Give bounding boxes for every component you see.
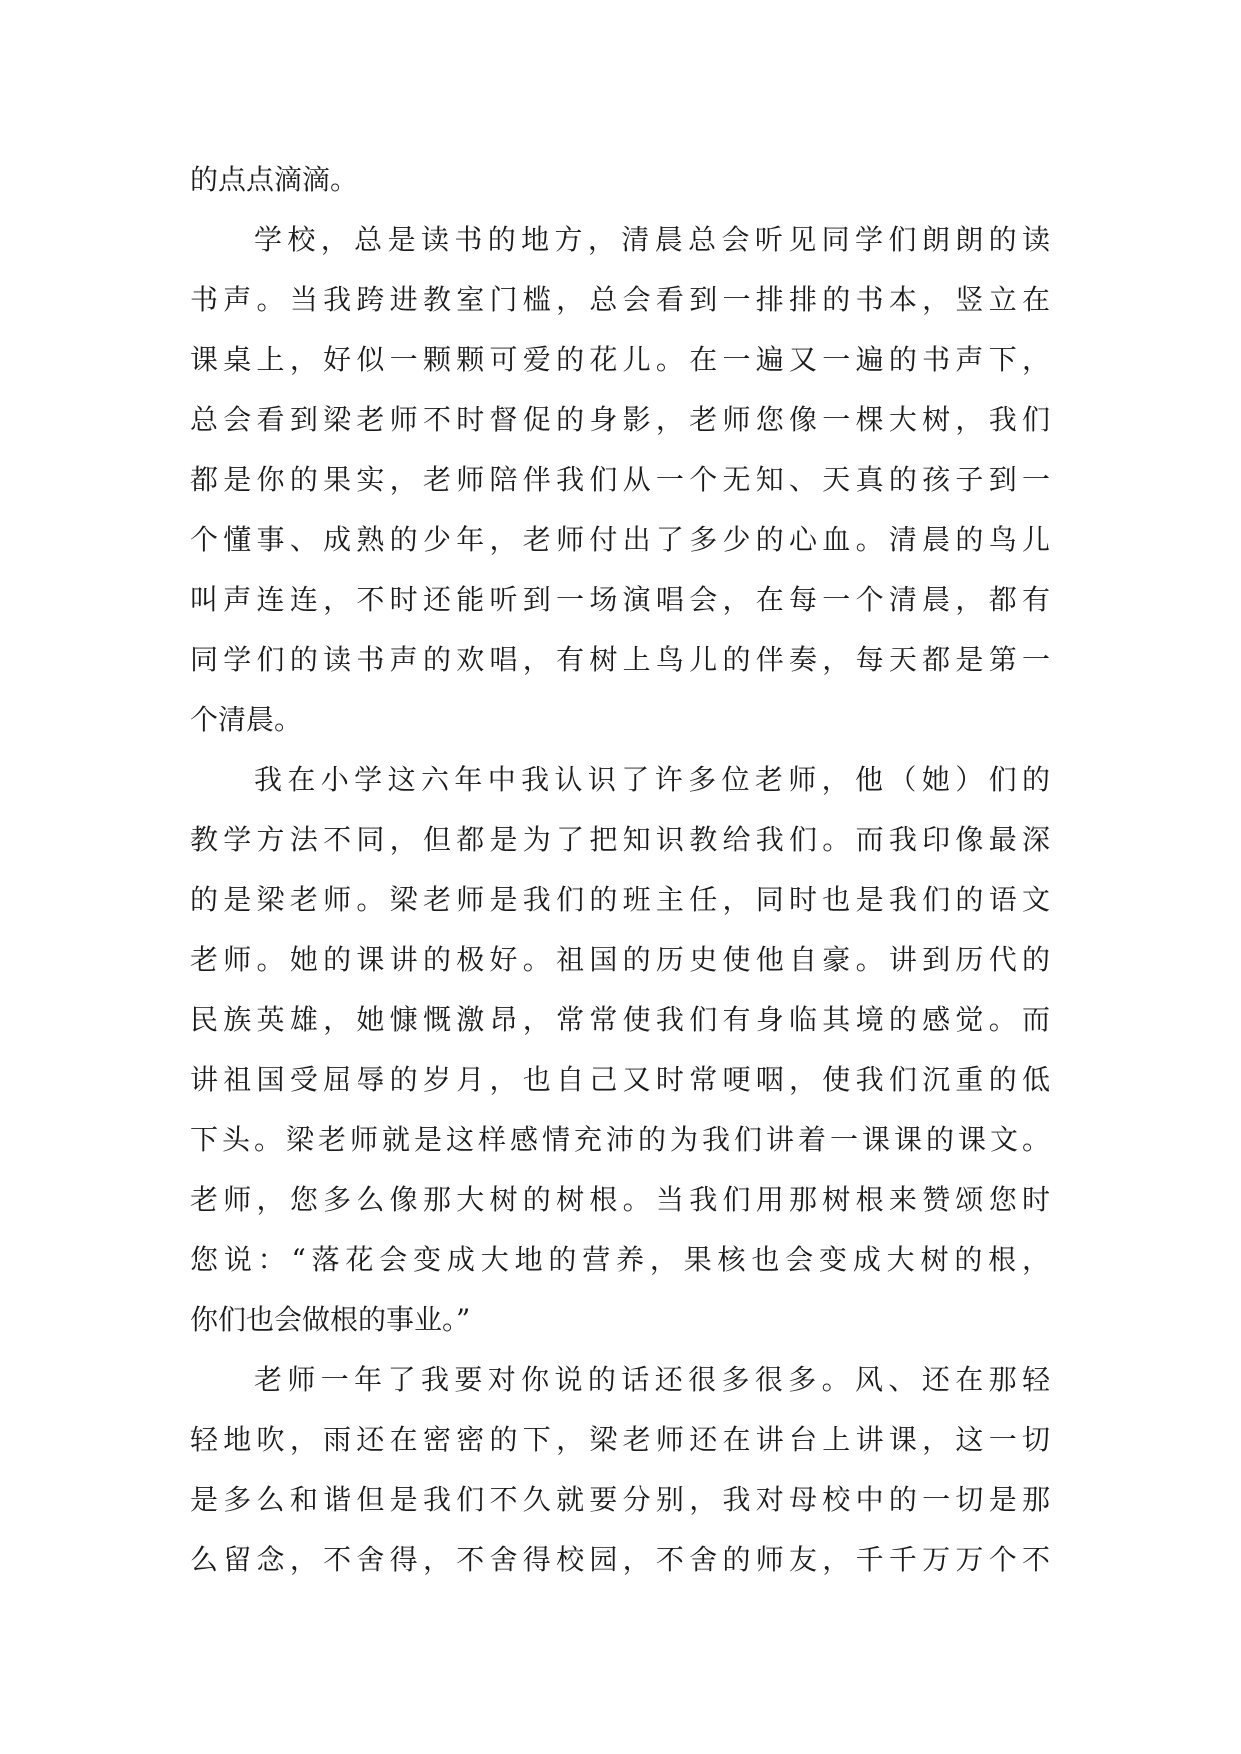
text-line: 下头。梁老师就是这样感情充沛的为我们讲着一课课的课文。 <box>190 1123 1050 1156</box>
text-line: 课桌上，好似一颗颗可爱的花儿。在一遍又一遍的书声下， <box>190 343 1050 376</box>
text-line: 你们也会做根的事业。” <box>190 1303 471 1336</box>
text-line: 轻地吹，雨还在密密的下，梁老师还在讲台上讲课，这一切 <box>190 1423 1050 1456</box>
paragraph-1 <box>190 150 1050 210</box>
text-line: 我在小学这六年中我认识了许多位老师，他（她）们的 <box>254 763 1050 796</box>
text-line: 总会看到梁老师不时督促的身影，老师您像一棵大树，我们 <box>190 403 1050 436</box>
paragraph-3 <box>190 750 1050 1350</box>
text-line: 么留念，不舍得，不舍得校园，不舍的师友，千千万万个不 <box>190 1543 1050 1576</box>
text-line: 学校，总是读书的地方，清晨总会听见同学们朗朗的读 <box>254 223 1050 256</box>
text-line: 您说：“落花会变成大地的营养，果核也会变成大树的根， <box>190 1243 1050 1276</box>
paragraph-4 <box>190 1350 1050 1590</box>
text-line: 讲祖国受屈辱的岁月，也自己又时常哽咽，使我们沉重的低 <box>190 1063 1050 1096</box>
text-line: 老师，您多么像那大树的树根。当我们用那树根来赞颂您时 <box>190 1183 1050 1216</box>
text-line: 叫声连连，不时还能听到一场演唱会，在每一个清晨，都有 <box>190 583 1050 616</box>
text-line: 同学们的读书声的欢唱，有树上鸟儿的伴奏，每天都是第一 <box>190 643 1050 676</box>
text-line: 老师一年了我要对你说的话还很多很多。风、还在那轻 <box>254 1363 1050 1396</box>
text-line: 书声。当我跨进教室门槛，总会看到一排排的书本，竖立在 <box>190 283 1050 316</box>
text-line: 是多么和谐但是我们不久就要分别，我对母校中的一切是那 <box>190 1483 1050 1516</box>
text-line: 老师。她的课讲的极好。祖国的历史使他自豪。讲到历代的 <box>190 943 1050 976</box>
text-line: 的点点滴滴。 <box>190 163 359 196</box>
paragraph-2 <box>190 210 1050 750</box>
text-line: 个清晨。 <box>190 703 303 736</box>
text-line: 民族英雄，她慷慨激昂，常常使我们有身临其境的感觉。而 <box>190 1003 1050 1036</box>
document-page <box>190 150 1050 1590</box>
text-line: 个懂事、成熟的少年，老师付出了多少的心血。清晨的鸟儿 <box>190 523 1050 556</box>
text-line: 的是梁老师。梁老师是我们的班主任，同时也是我们的语文 <box>190 883 1050 916</box>
text-line: 教学方法不同，但都是为了把知识教给我们。而我印像最深 <box>190 823 1050 856</box>
text-line: 都是你的果实，老师陪伴我们从一个无知、天真的孩子到一 <box>190 463 1050 496</box>
